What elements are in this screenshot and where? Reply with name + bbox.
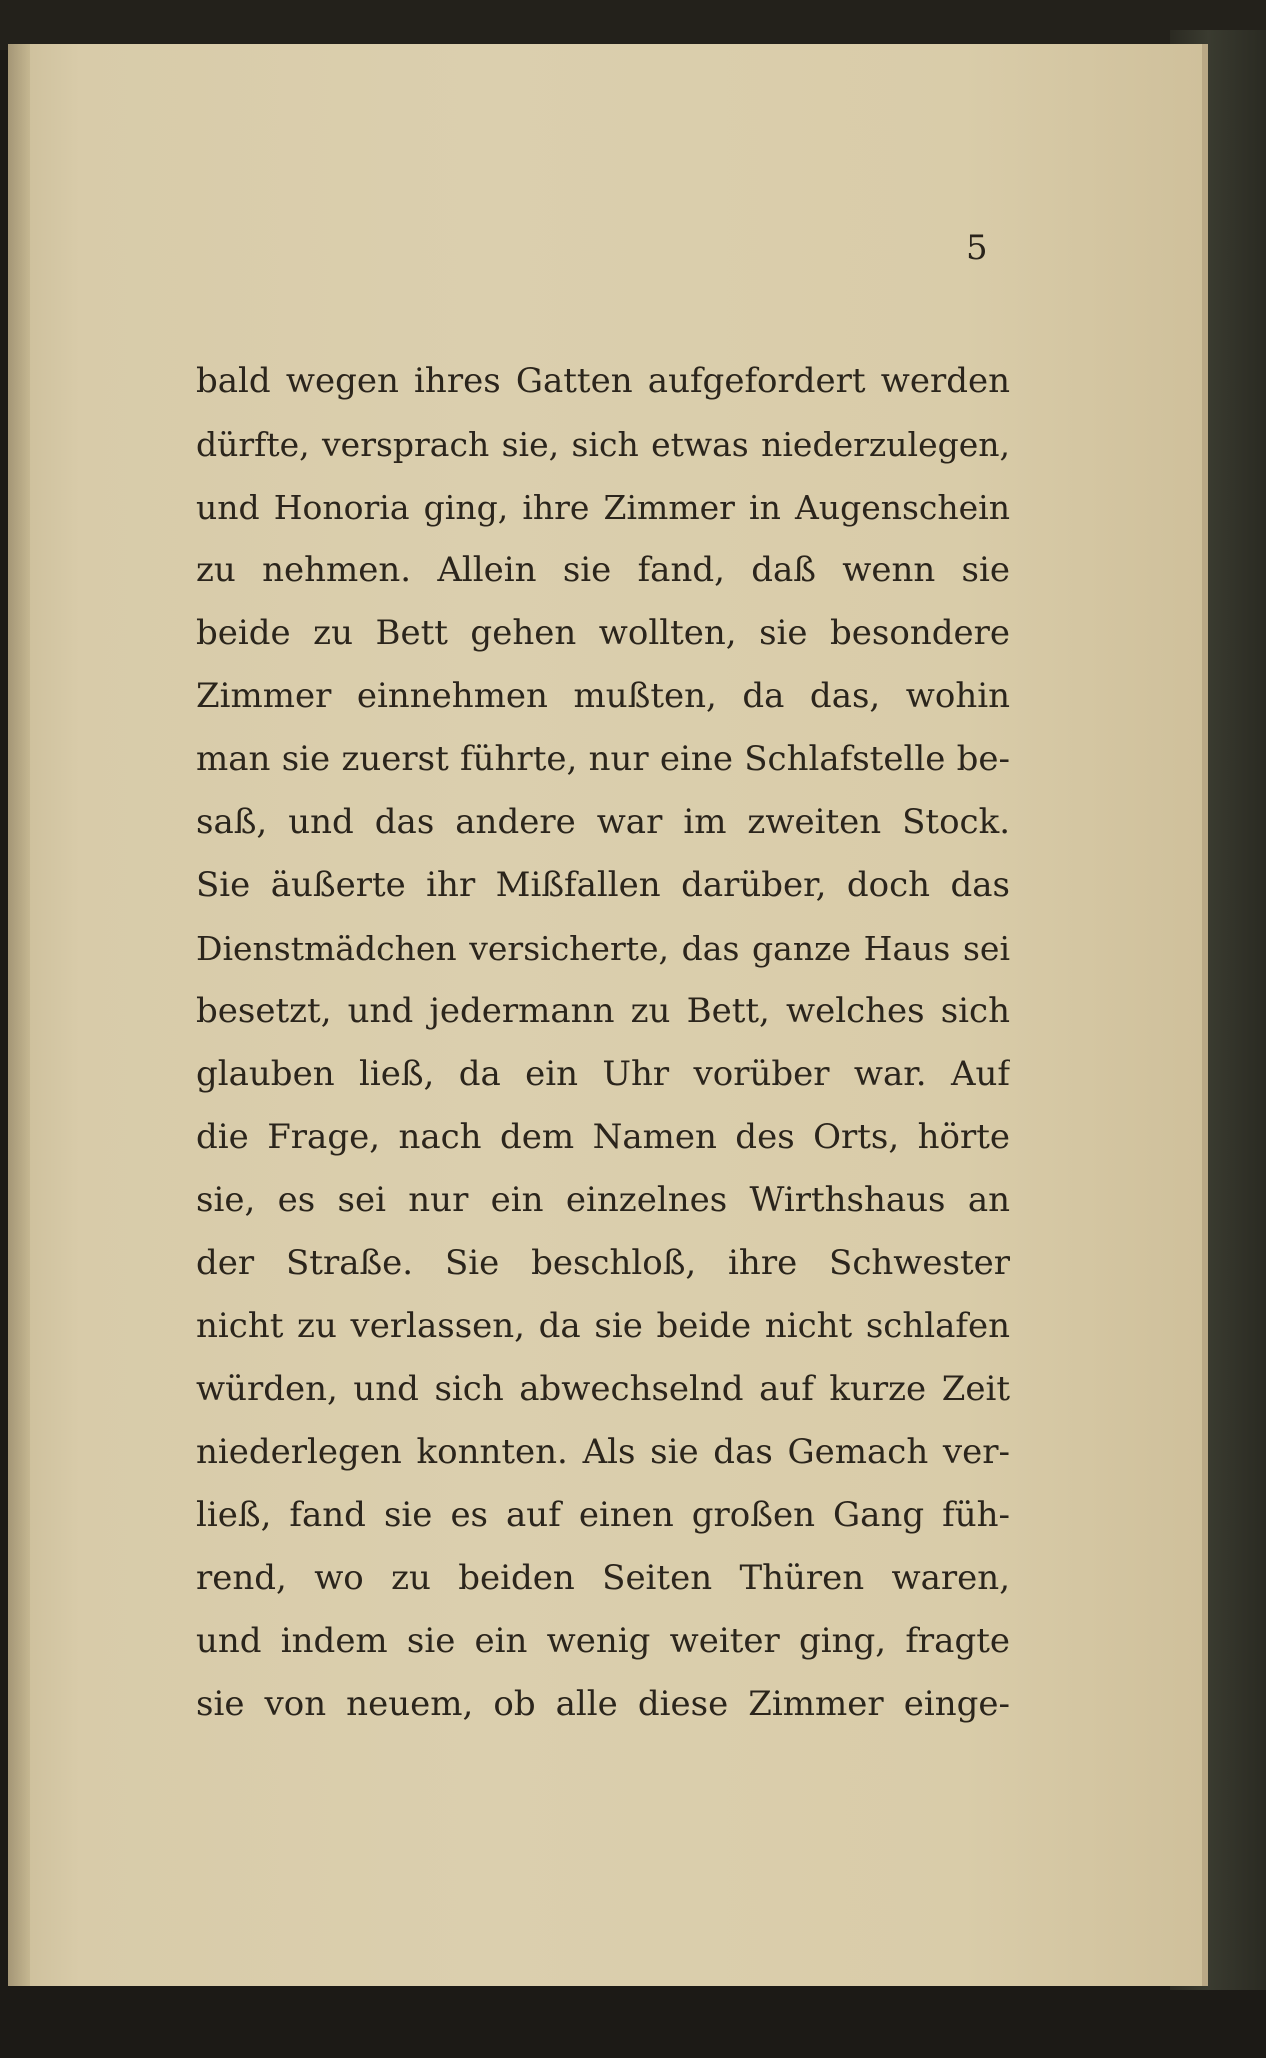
page-number: 5 <box>966 228 988 268</box>
text-line: sie von neuem, ob alle diese Zimmer einge- <box>196 1684 1010 1724</box>
text-line: der Straße. Sie beschloß, ihre Schwester <box>196 1243 1010 1283</box>
text-line: Sie äußerte ihr Mißfallen darüber, doch das <box>196 865 1010 905</box>
text-line: Dienstmädchen versicherte, das ganze Haus sei <box>196 929 1010 968</box>
text-line: man sie zuerst führte, nur eine Schlafstelle be- <box>196 739 1010 779</box>
text-line: nicht zu verlassen, da sie beide nicht schlafen <box>196 1306 1010 1346</box>
text-line: saß, und das andere war im zweiten Stock. <box>196 802 1010 842</box>
book-page <box>8 44 1208 1986</box>
book-cover-top-edge <box>0 0 1266 50</box>
text-line: würden, und sich abwechselnd auf kurze Zeit <box>196 1369 1010 1409</box>
text-line: beide zu Bett gehen wollten, sie besondere <box>196 613 1010 653</box>
text-line: niederlegen konnten. Als sie das Gemach ver- <box>196 1432 1010 1472</box>
page-text <box>196 350 1010 1736</box>
text-line: rend, wo zu beiden Seiten Thüren waren, <box>196 1558 1010 1598</box>
text-line: zu nehmen. Allein sie fand, daß wenn sie <box>196 550 1010 590</box>
page-gutter <box>8 44 30 1986</box>
text-line: die Frage, nach dem Namen des Orts, hörte <box>196 1117 1010 1157</box>
text-line: besetzt, und jedermann zu Bett, welches sich <box>196 991 1010 1031</box>
text-line: bald wegen ihres Gatten aufgefordert werden <box>196 361 1010 401</box>
text-line: dürfte, versprach sie, sich etwas niederzulegen, <box>196 425 1010 464</box>
text-line: glauben ließ, da ein Uhr vorüber war. Auf <box>196 1054 1010 1094</box>
text-line: und indem sie ein wenig weiter ging, fragte <box>196 1621 1010 1661</box>
text-line: Zimmer einnehmen mußten, da das, wohin <box>196 676 1010 716</box>
text-line: und Honoria ging, ihre Zimmer in Augenschein <box>196 488 1010 527</box>
text-line: sie, es sei nur ein einzelnes Wirthshaus an <box>196 1180 1010 1220</box>
text-line: ließ, fand sie es auf einen großen Gang füh- <box>196 1495 1010 1535</box>
